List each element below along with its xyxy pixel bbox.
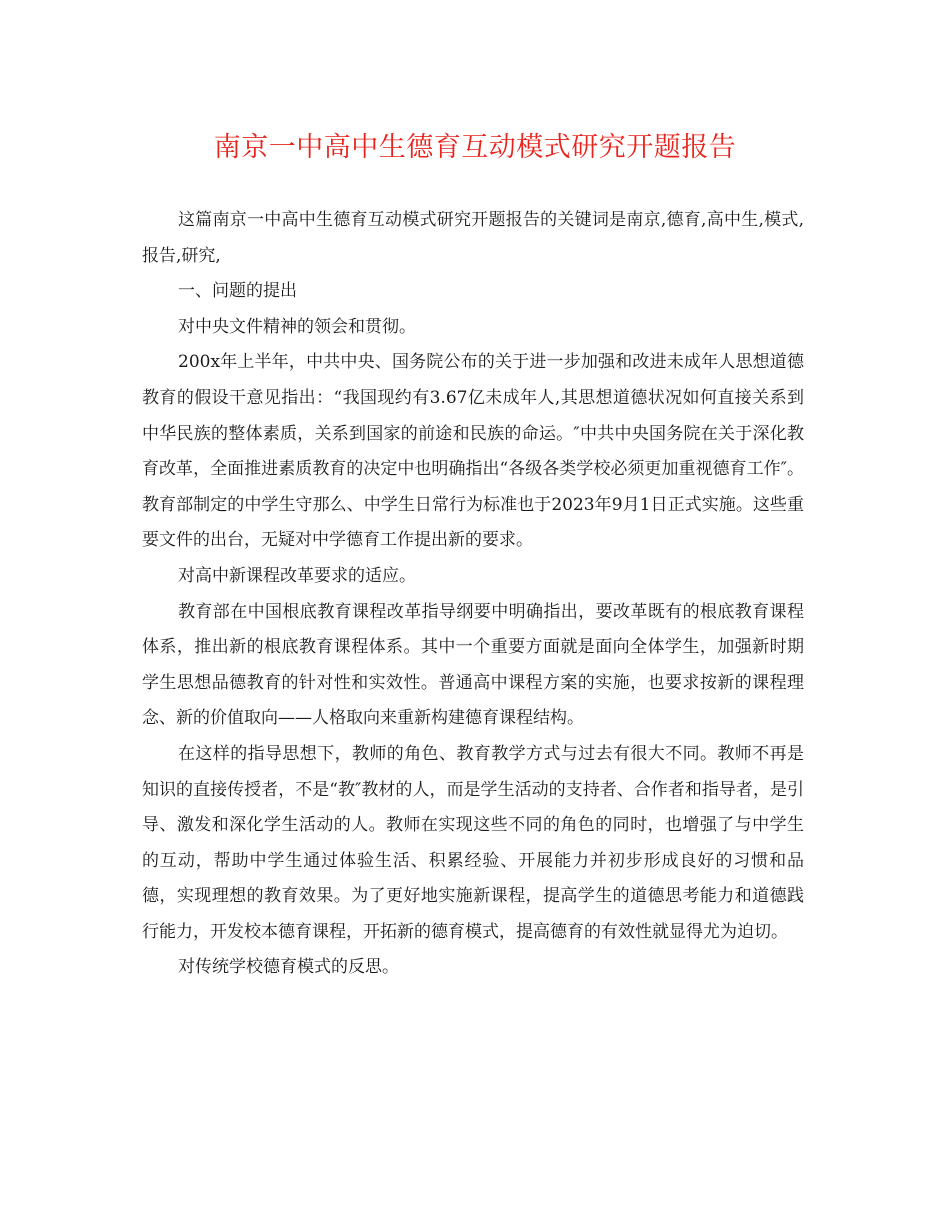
- document-body: [142, 203, 804, 986]
- paragraph-curriculum-reform: 教育部在中国根底教育课程改革指导纲要中明确指出，要改革既有的根底教育课程体系，推出新的根底教育课程体系。其中一个重要方面就是面向全体学生，加强新时期学生思想品德教育的针对性和实效性。普通高中课程方案的实施，也要求按新的课程理念、新的价值取向——人格取向来重新构建德育课程结构。: [142, 601, 804, 729]
- subheading-traditional-reflection: 对传统学校德育模式的反思。: [178, 957, 399, 978]
- subheading-curriculum-reform: 对高中新课程改革要求的适应。: [178, 565, 416, 586]
- subheading-central-documents: 对中央文件精神的领会和贯彻。: [178, 316, 416, 337]
- section-heading-problem: 一、问题的提出: [178, 281, 297, 302]
- paragraph-central-documents: 200x年上半年，中共中央、国务院公布的关于进一步加强和改进未成年人思想道德教育的假设干意见指出：“我国现约有3.67亿未成年人,其思想道德状况如何直接关系到中华民族的整体素质，关系到国家的前途和民族的命运。″中共中央国务院在关于深化教育改革，全面推进素质教育的决定中也明确指出“各级各类学校必须更加重视德育工作″。教育部制定的中学生守那么、中学生日常行为标准也于2023年9月1日正式实施。这些重要文件的出台，无疑对中学德育工作提出新的要求。: [142, 352, 804, 551]
- paragraph-teacher-role: 在这样的指导思想下，教师的角色、教育教学方式与过去有很大不同。教师不再是知识的直接传授者，不是“教″教材的人，而是学生活动的支持者、合作者和指导者，是引导、激发和深化学生活动的人。教师在实现这些不同的角色的同时，也增强了与中学生的互动，帮助中学生通过体验生活、积累经验、开展能力并初步形成良好的习惯和品德，实现理想的教育效果。为了更好地实施新课程，提高学生的道德思考能力和道德践行能力，开发校本德育课程，开拓新的德育模式，提高德育的有效性就显得尤为迫切。: [142, 743, 804, 942]
- paragraph-keywords: 这篇南京一中高中生德育互动模式研究开题报告的关键词是南京,德育,高中生,模式,报告,研究,: [142, 210, 804, 266]
- document-title: 南京一中高中生德育互动模式研究开题报告: [213, 132, 737, 163]
